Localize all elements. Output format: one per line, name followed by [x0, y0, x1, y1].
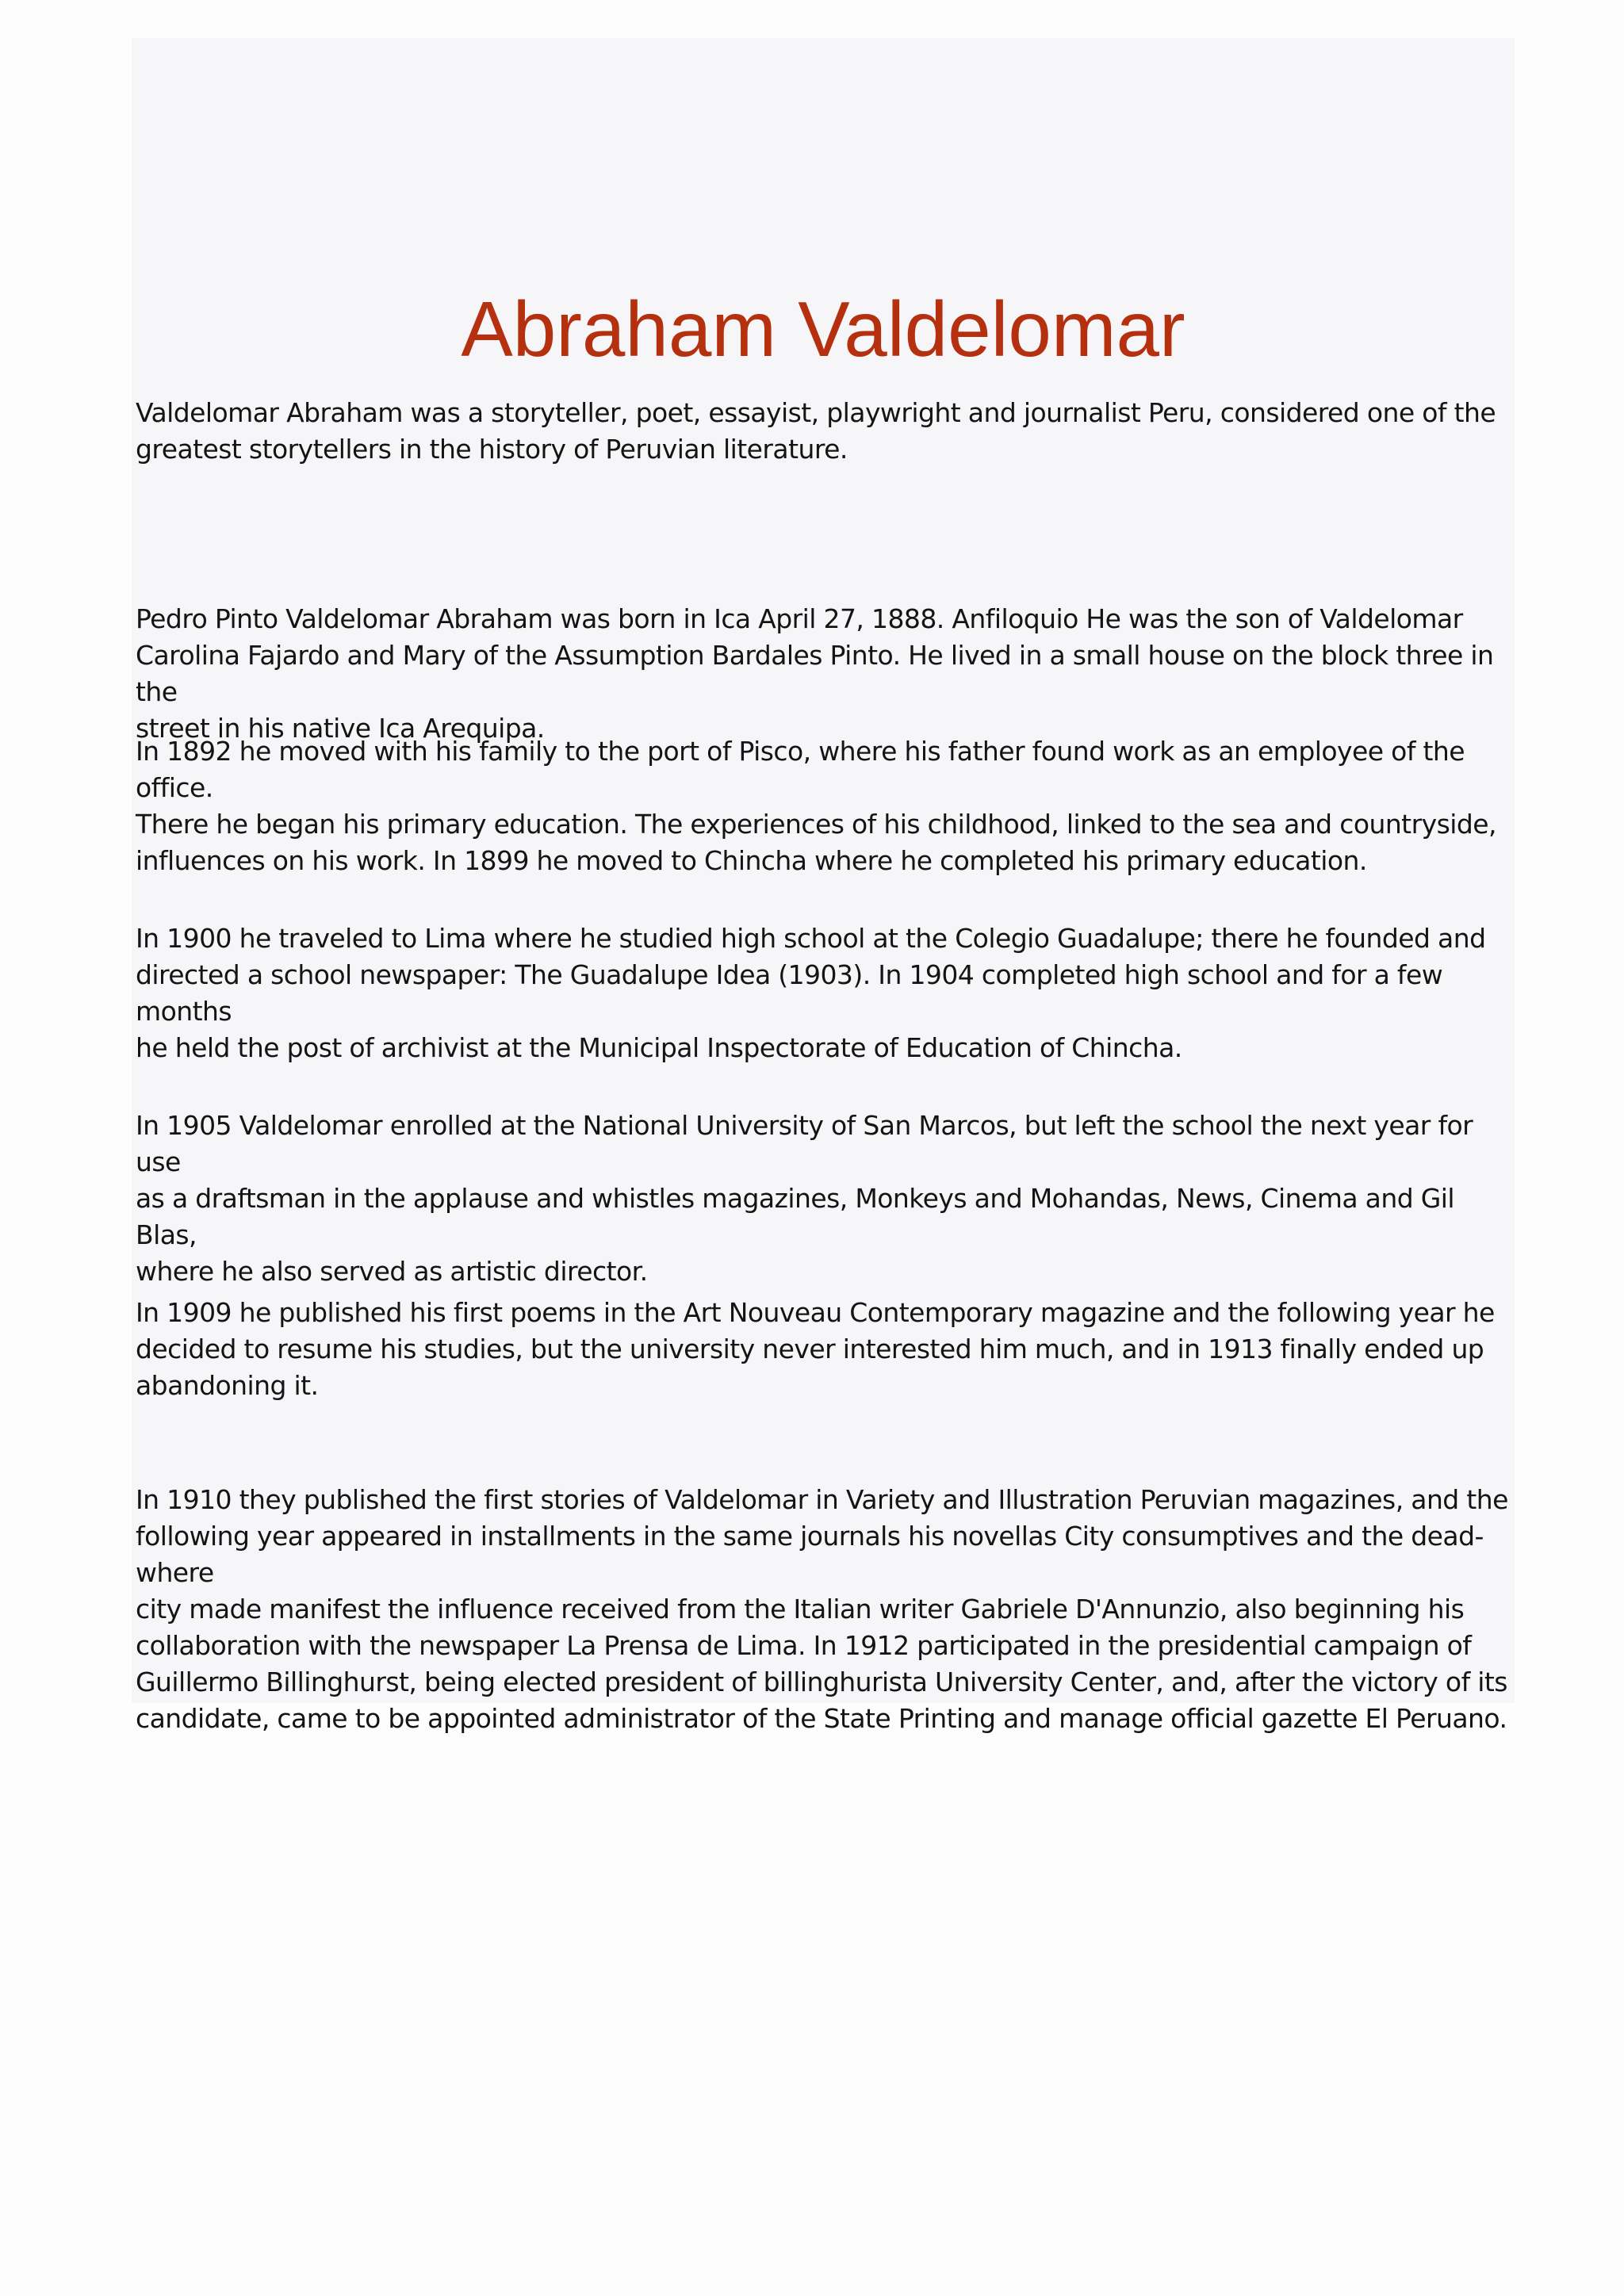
body-paragraph: In 1909 he published his first poems in the Art Nouveau Contemporary magazine and the following year he decided to resume his studies, but the university never interested him much, and in 1913 finally ended up abandoning it.: [136, 1297, 1495, 1401]
body-paragraph: In 1892 he moved with his family to the port of Pisco, where his father found work as an employee of the office. There he began his primary education. The experiences of his childhood, linked to the sea and countryside, influences on his work. In 1899 he moved to Chincha where he completed his primary education.: [136, 736, 1496, 876]
body-paragraph: Pedro Pinto Valdelomar Abraham was born in Ica April 27, 1888. Anfiloquio He was the son of Valdelomar Carolina Fajardo and Mary of the Assumption Bardales Pinto. He lived in a small house on the block three in the street in his native Ica Arequipa.: [136, 603, 1494, 744]
body-paragraph: In 1910 they published the first stories of Valdelomar in Variety and Illustration Peruvian magazines, and the following year appeared in installments in the same journals his novellas City consumptives and the dead-where city made manifest the influence received from the Italian writer Gabriele D'Annunzio, also beginning his collaboration with the newspaper La Prensa de Lima. In 1912 participated in the presidential campaign of Guillermo Billinghurst, being elected president of billinghurista University Center, and, after the victory of its candidate, came to be appointed administrator of the State Printing and manage official gazette El Peruano.: [136, 1484, 1508, 1734]
body-paragraph: In 1905 Valdelomar enrolled at the National University of San Marcos, but left the school the next year for use as a draftsman in the applause and whistles magazines, Monkeys and Mohandas, News, Cinema and Gil Blas, where he also served as artistic director.: [136, 1110, 1473, 1287]
page-title: Abraham Valdelomar: [461, 285, 1185, 373]
body-paragraph: In 1900 he traveled to Lima where he studied high school at the Colegio Guadalupe; there he founded and directed a school newspaper: The Guadalupe Idea (1903). In 1904 completed high school and for a few months he held the post of archivist at the Municipal Inspectorate of Education of Chincha.: [136, 923, 1486, 1063]
intro-paragraph: Valdelomar Abraham was a storyteller, poet, essayist, playwright and journalist Peru, considered one of the greatest storytellers in the history of Peruvian literature.: [136, 397, 1496, 465]
